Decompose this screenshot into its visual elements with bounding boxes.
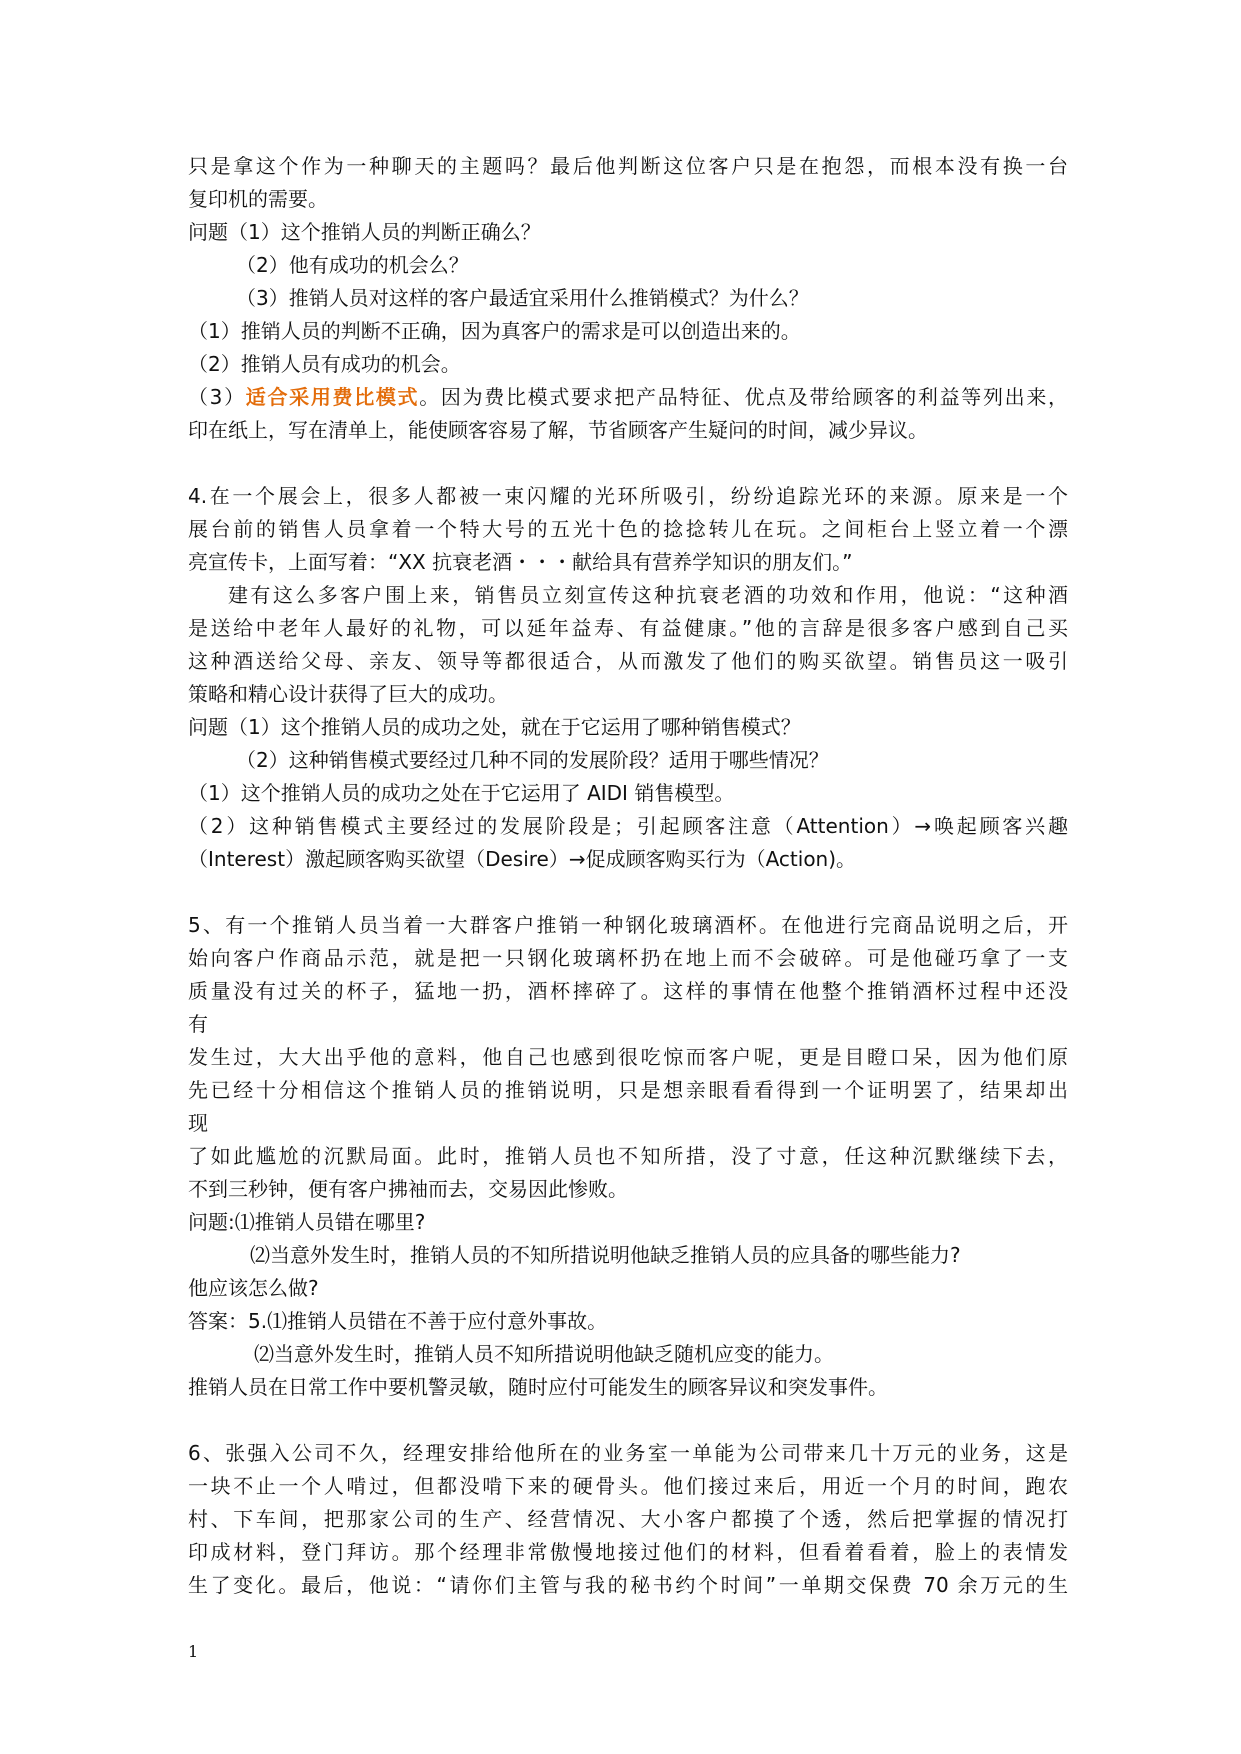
text-line: 有 [188, 1012, 208, 1036]
answer-line: （Interest）激起顾客购买欲望（Desire）→促成顾客购买行为（Action)。 [188, 847, 857, 871]
paragraph-gap [188, 876, 1068, 909]
question-line: 问题（1）这个推销人员的判断正确么？ [188, 220, 541, 244]
highlighted-answer: 适合采用费比模式 [245, 385, 420, 409]
answer-line: （2）推销人员有成功的机会。 [188, 352, 461, 376]
text-line: 发生过，大大出乎他的意料，他自己也感到很吃惊而客户呢，更是目瞪口呆，因为他们原 [188, 1045, 1068, 1069]
text-line: 复印机的需要。 [188, 187, 328, 211]
question-line: （3）推销人员对这样的客户最适宜采用什么推销模式？为什么？ [236, 286, 809, 310]
answer-line: （2）这种销售模式主要经过的发展阶段是；引起顾客注意（Attention）→唤起顾客兴趣 [188, 814, 1068, 838]
answer-line: 答案：5.⑴推销人员错在不善于应付意外事故。 [188, 1309, 608, 1333]
answer-prefix: （3） [188, 385, 246, 409]
text-line: 是送给中老年人最好的礼物，可以延年益寿、有益健康。”他的言辞是很多客户感到自己买 [188, 616, 1068, 640]
answer-rest: 。因为费比模式要求把产品特征、优点及带给顾客的利益等列出来， [419, 385, 1069, 409]
document-body [188, 150, 1068, 1602]
question-line: 他应该怎么做? [188, 1276, 319, 1300]
text-line: 印成材料，登门拜访。那个经理非常傲慢地接过他们的材料，但看着看着，脸上的表情发 [188, 1540, 1068, 1564]
text-line: 现 [188, 1111, 208, 1135]
text-line: 策略和精心设计获得了巨大的成功。 [188, 682, 508, 706]
text-line: 6、张强入公司不久，经理安排给他所在的业务室一单能为公司带来几十万元的业务，这是 [188, 1441, 1068, 1465]
text-line: 质量没有过关的杯子，猛地一扔，酒杯摔碎了。这样的事情在他整个推销酒杯过程中还没 [188, 979, 1068, 1003]
answer-line [188, 381, 1068, 414]
text-line: 了如此尴尬的沉默局面。此时，推销人员也不知所措，没了寸意，任这种沉默继续下去， [188, 1144, 1068, 1168]
page-number: 1 [188, 1642, 199, 1661]
question-line: 问题（1）这个推销人员的成功之处，就在于它运用了哪种销售模式？ [188, 715, 801, 739]
text-line: 只是拿这个作为一种聊天的主题吗？最后他判断这位客户只是在抱怨，而根本没有换一台 [188, 154, 1068, 178]
answer-line: （1）这个推销人员的成功之处在于它运用了 AIDI 销售模型。 [188, 781, 735, 805]
answer-line: 推销人员在日常工作中要机警灵敏，随时应付可能发生的顾客异议和突发事件。 [188, 1375, 888, 1399]
text-line: 村、下车间，把那家公司的生产、经营情况、大小客户都摸了个透，然后把掌握的情况打 [188, 1507, 1068, 1531]
text-line: 建有这么多客户围上来，销售员立刻宣传这种抗衰老酒的功效和作用，他说：“这种酒 [228, 583, 1068, 607]
text-line: 生了变化。最后，他说：“请你们主管与我的秘书约个时间”一单期交保费 70 余万元的生 [188, 1573, 1068, 1597]
answer-line: ⑵当意外发生时，推销人员不知所措说明他缺乏随机应变的能力。 [254, 1342, 834, 1366]
text-line: 展台前的销售人员拿着一个特大号的五光十色的捻捻转儿在玩。之间柜台上竖立着一个漂 [188, 517, 1068, 541]
paragraph-gap [188, 447, 1068, 480]
text-line: 5、有一个推销人员当着一大群客户推销一种钢化玻璃酒杯。在他进行完商品说明之后，开 [188, 913, 1068, 937]
question-line: ⑵当意外发生时，推销人员的不知所措说明他缺乏推销人员的应具备的哪些能力? [250, 1243, 961, 1267]
paragraph-gap [188, 1404, 1068, 1437]
text-line: 始向客户作商品示范，就是把一只钢化玻璃杯扔在地上而不会破碎。可是他碰巧拿了一支 [188, 946, 1068, 970]
answer-line: 印在纸上，写在清单上，能使顾客容易了解，节省顾客产生疑问的时间，减少异议。 [188, 418, 928, 442]
answer-line: （1）推销人员的判断不正确，因为真客户的需求是可以创造出来的。 [188, 319, 801, 343]
text-line: 一块不止一个人啃过，但都没啃下来的硬骨头。他们接过来后，用近一个月的时间，跑农 [188, 1474, 1068, 1498]
question-line: （2）他有成功的机会么？ [236, 253, 469, 277]
question-line: （2）这种销售模式要经过几种不同的发展阶段？适用于哪些情况？ [236, 748, 829, 772]
text-line: 先已经十分相信这个推销人员的推销说明，只是想亲眼看看得到一个证明罢了，结果却出 [188, 1078, 1068, 1102]
question-line: 问题:⑴推销人员错在哪里? [188, 1210, 426, 1234]
text-line: 亮宣传卡，上面写着：“XX 抗衰老酒・・・献给具有营养学知识的朋友们。” [188, 550, 853, 574]
text-line: 不到三秒钟，便有客户拂袖而去，交易因此惨败。 [188, 1177, 628, 1201]
text-line: 4.在一个展会上，很多人都被一束闪耀的光环所吸引，纷纷追踪光环的来源。原来是一个 [188, 484, 1068, 508]
text-line: 这种酒送给父母、亲友、领导等都很适合，从而激发了他们的购买欲望。销售员这一吸引 [188, 649, 1068, 673]
